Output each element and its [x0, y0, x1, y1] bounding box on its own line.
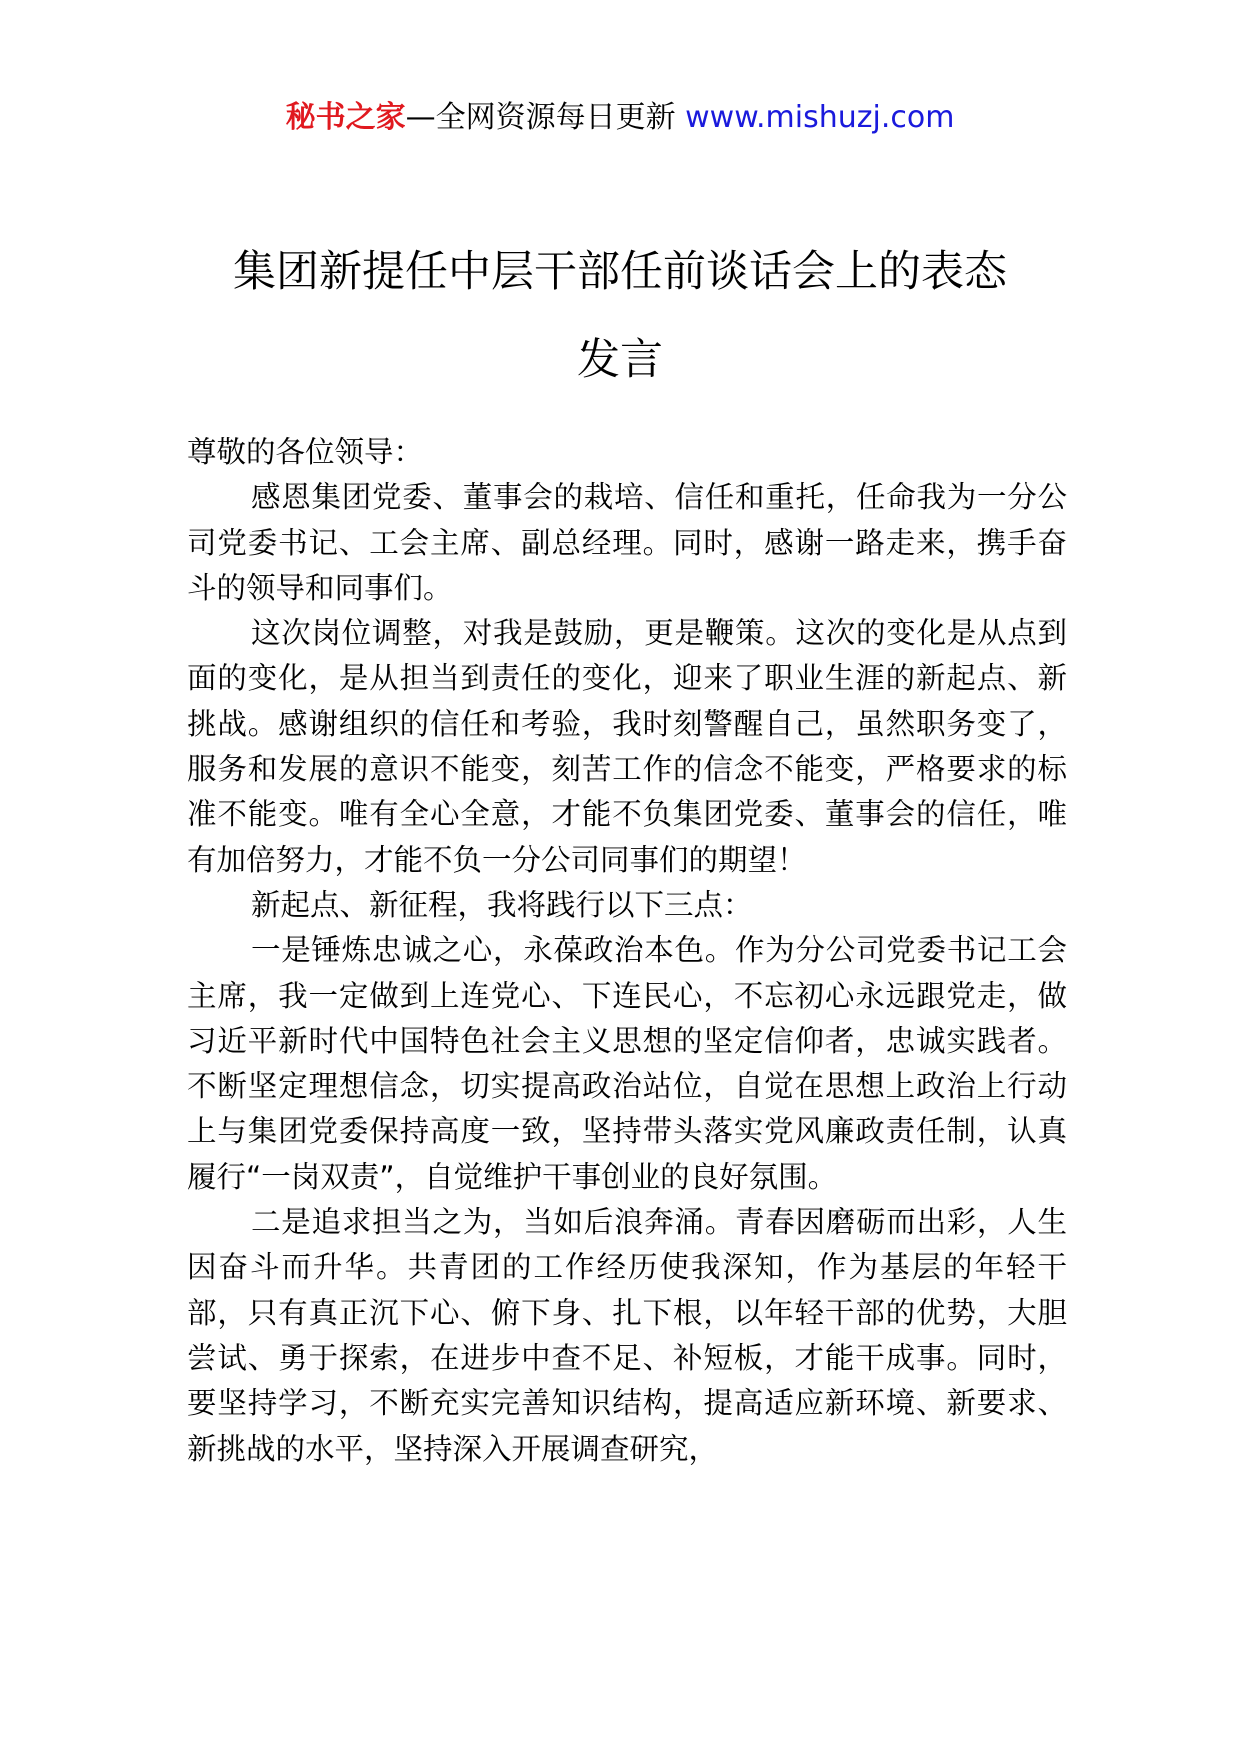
paragraph-2: 这次岗位调整，对我是鼓励，更是鞭策。这次的变化是从点到面的变化，是从担当到责任的变化，迎来了职业生涯的新起点、新挑战。感谢组织的信任和考验，我时刻警醒自己，虽然职务变了，服务和发展的意识不能变，刻苦工作的信念不能变，严格要求的标准不能变。唯有全心全意，才能不负集团党委、董事会的信任，唯有加倍努力，才能不负一分公司同事们的期望！ — [187, 616, 1067, 877]
title-line-2: 发言 — [577, 335, 663, 385]
salutation: 尊敬的各位领导： — [187, 435, 424, 469]
paragraph-5: 二是追求担当之为，当如后浪奔涌。青春因磨砺而出彩，人生因奋斗而升华。共青团的工作经历使我深知，作为基层的年轻干部，只有真正沉下心、俯下身、扎下根，以年轻干部的优势，大胆尝试、勇于探索，在进步中查不足、补短板，才能干成事。同时，要坚持学习，不断充实完善知识结构，提高适应新环境、新要求、新挑战的水平，坚持深入开展调查研究， — [187, 1205, 1067, 1466]
document-title — [150, 228, 1090, 404]
brand-name: 秘书之家 — [285, 100, 406, 135]
paragraph-3: 新起点、新征程，我将践行以下三点： — [251, 887, 753, 922]
document-body — [187, 430, 1067, 1472]
site-header — [0, 98, 1240, 138]
site-url[interactable]: www.mishuzj.com — [685, 100, 955, 135]
paragraph-4: 一是锤炼忠诚之心，永葆政治本色。作为分公司党委书记工会主席，我一定做到上连党心、下连民心，不忘初心永远跟党走，做习近平新时代中国特色社会主义思想的坚定信仰者，忠诚实践者。不断坚定理想信念，切实提高政治站位，自觉在思想上政治上行动上与集团党委保持高度一致，坚持带头落实党风廉政责任制，认真履行“一岗双责”，自觉维护干事创业的良好氛围。 — [187, 933, 1067, 1194]
title-line-1: 集团新提任中层干部任前谈话会上的表态 — [233, 247, 1007, 297]
paragraph-1: 感恩集团党委、董事会的栽培、信任和重托，任命我为一分公司党委书记、工会主席、副总经理。同时，感谢一路走来，携手奋斗的领导和同事们。 — [187, 480, 1067, 605]
header-tagline: —全网资源每日更新 — [405, 100, 686, 135]
